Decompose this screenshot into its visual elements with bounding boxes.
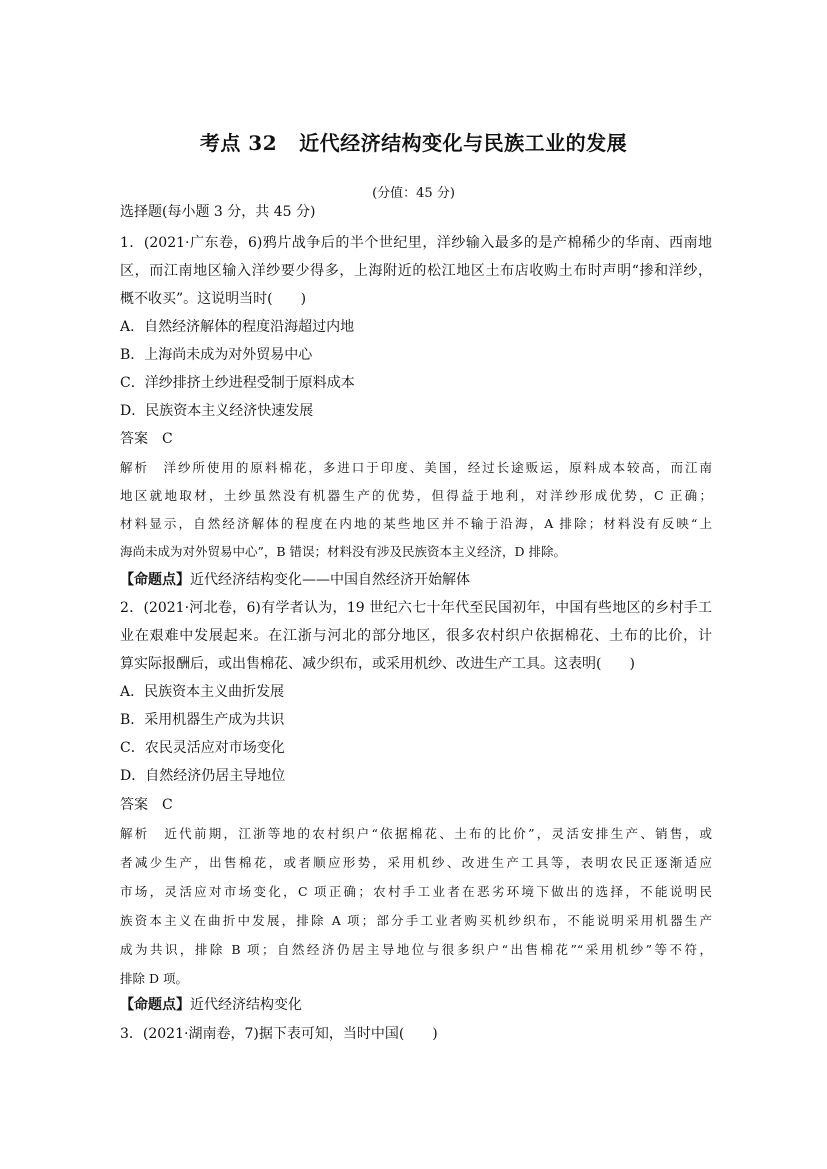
q1-answer (120, 430, 712, 448)
answer-label: 答案 (120, 797, 148, 813)
answer-value: C (162, 797, 173, 813)
q2-option-d: D．自然经济仍居主导地位 (120, 768, 286, 784)
point-label: 【命题点】 (120, 572, 190, 588)
q1-stem-line: 概不收买”。这说明当时( ) (120, 291, 307, 307)
q2-stem-line: 业在艰难中发展起来。在江浙与河北的部分地区，很多农村织户依据棉花、土布的比价，计 (120, 628, 712, 644)
title-prefix: 考点 32 (199, 131, 278, 155)
answer-value: C (162, 431, 173, 447)
q2-option-a: A．民族资本主义曲折发展 (120, 684, 285, 700)
page-title (0, 127, 827, 156)
q1-option-a: A．自然经济解体的程度沿海超过内地 (120, 319, 355, 335)
score-note: (分值：45 分) (372, 186, 455, 201)
q2-option-c: C．农民灵活应对市场变化 (120, 740, 285, 756)
q2-analysis-line: 者减少生产，出售棉花，或者顺应形势，采用机纱、改进生产工具等，表明农民正逐渐适应 (120, 855, 712, 870)
q2-stem-line: 2．(2021·河北卷，6)有学者认为，19 世纪六七十年代至民国初年，中国有些地区的乡村手工 (120, 600, 712, 616)
q2-analysis-line: 族资本主义在曲折中发展，排除 A 项；部分手工业者购买机纱织布，不能说明采用机器生产 (120, 913, 712, 928)
q1-stem-line: 1．(2021·广东卷，6)鸦片战争后的半个世纪里，洋纱输入最多的是产棉稀少的华南、西南地 (120, 235, 712, 251)
q1-option-b: B．上海尚未成为对外贸易中心 (120, 347, 313, 363)
q1-analysis-line: 海尚未成为对外贸易中心”，B 错误；材料没有涉及民族资本主义经济，D 排除。 (120, 544, 567, 559)
point-text: 近代经济结构变化 (190, 997, 302, 1013)
q2-test-point (120, 996, 712, 1014)
answer-label: 答案 (120, 431, 148, 447)
q3-stem-line: 3．(2021·湖南卷，7)据下表可知，当时中国( ) (120, 1026, 438, 1042)
q2-analysis-line: 成为共识，排除 B 项；自然经济仍居主导地位与很多织户“出售棉花”“采用机纱”等不符， (120, 942, 712, 957)
q1-analysis-line: 材料显示，自然经济解体的程度在内地的某些地区并不输于沿海，A 排除；材料没有反映“上 (120, 516, 712, 531)
q1-analysis-line: 解析 洋纱所使用的原料棉花，多进口于印度、美国，经过长途贩运，原料成本较高，而江南 (120, 460, 712, 475)
section-heading: 选择题(每小题 3 分，共 45 分) (120, 204, 316, 220)
point-text: 近代经济结构变化——中国自然经济开始解体 (190, 572, 470, 588)
q2-analysis-line: 解析 近代前期，江浙等地的农村织户“依据棉花、土布的比价”，灵活安排生产、销售，或 (120, 826, 712, 841)
q1-analysis-line: 地区就地取材，土纱虽然没有机器生产的优势，但得益于地利，对洋纱形成优势，C 正确； (120, 488, 712, 503)
q1-option-d: D．民族资本主义经济快速发展 (120, 403, 314, 419)
q1-test-point (120, 571, 712, 589)
q2-analysis-line: 市场，灵活应对市场变化，C 项正确；农村手工业者在恶劣环境下做出的选择，不能说明民 (120, 884, 712, 899)
point-label: 【命题点】 (120, 997, 190, 1013)
q2-option-b: B．采用机器生产成为共识 (120, 712, 285, 728)
q2-analysis-line: 排除 D 项。 (120, 971, 188, 986)
title-main: 近代经济结构变化与民族工业的发展 (299, 131, 628, 155)
q1-option-c: C．洋纱排挤土纱进程受制于原料成本 (120, 375, 355, 391)
q2-answer (120, 796, 712, 814)
q2-stem-line: 算实际报酬后，或出售棉花、减少织布，或采用机纱、改进生产工具。这表明( ) (120, 656, 635, 672)
q1-stem-line: 区，而江南地区输入洋纱要少得多，上海附近的松江地区土布店收购土布时声明“掺和洋纱， (120, 263, 712, 279)
